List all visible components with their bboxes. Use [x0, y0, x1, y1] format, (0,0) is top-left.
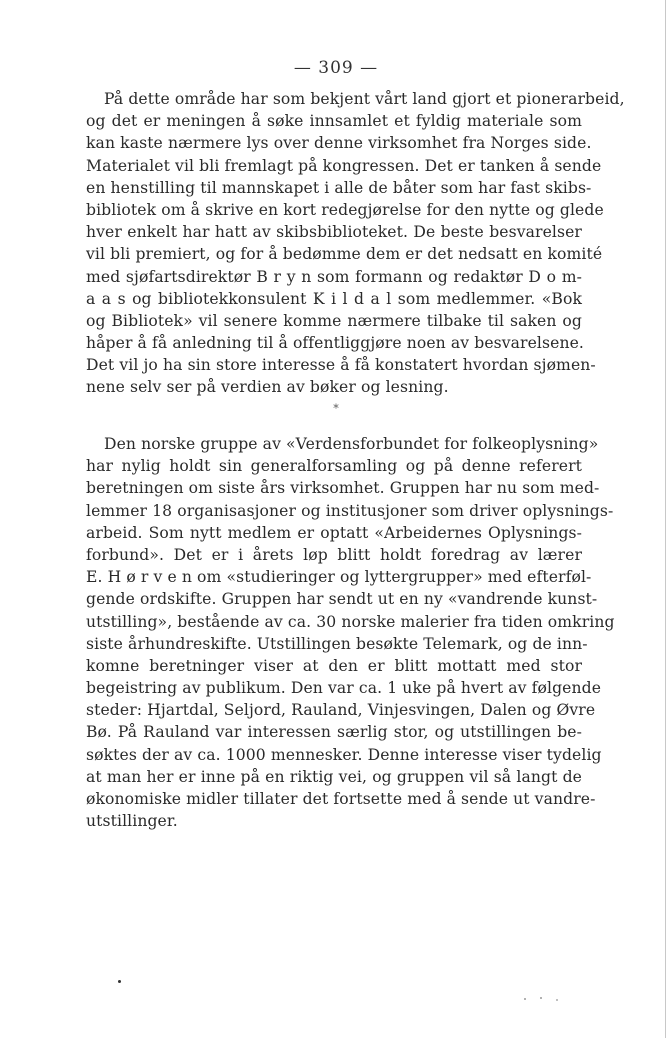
- text-line: hver enkelt har hatt av skibsbiblioteket. De beste besvarelser: [86, 223, 582, 242]
- text-line: beretningen om siste års virksomhet. Gruppen har nu som med-: [86, 479, 600, 498]
- text-line: kan kaste nærmere lys over denne virksomhet fra Norges side.: [86, 134, 592, 153]
- text-line: Den norske gruppe av «Verdensforbundet for folkeoplysning»: [104, 435, 599, 453]
- text-line: a a s og bibliotekkonsulent K i l d a l som medlemmer. «Bok: [86, 289, 582, 308]
- text-line: utstilling», bestående av ca. 30 norske malerier fra tiden omkring: [86, 612, 615, 631]
- paragraph-ship-libraries: [86, 88, 625, 399]
- text-line: Det vil jo ha sin store interesse å få konstatert hvordan sjømen-: [86, 356, 596, 375]
- text-line: lemmer 18 organisasjoner og institusjoner som driver oplysnings-: [86, 501, 614, 520]
- text-line: gende ordskifte. Gruppen har sendt ut en ny «vandrende kunst-: [86, 590, 598, 609]
- text-line: håper å få anledning til å offentliggjøre noen av besvarelsene.: [86, 334, 584, 353]
- text-line: E. H ø r v e n om «studieringer og lyttergrupper» med efterføl-: [86, 568, 592, 587]
- text-line: Bø. På Rauland var interessen særlig stor, og utstillingen be-: [86, 723, 582, 742]
- text-line: bibliotek om å skrive en kort redegjørelse for den nytte og glede: [86, 200, 604, 219]
- page-edge: [665, 0, 666, 1038]
- text-line: har nylig holdt sin generalforsamling og på denne referert: [86, 457, 582, 476]
- text-line: nene selv ser på verdien av bøker og lesning.: [86, 378, 449, 397]
- text-line: søktes der av ca. 1000 mennesker. Denne interesse viser tydelig: [86, 745, 602, 764]
- paragraph-adult-education: [86, 433, 615, 832]
- page-number: — 309 —: [293, 58, 379, 78]
- text-line: og det er meningen å søke innsamlet et fyldig materiale som: [86, 112, 582, 131]
- text-line: siste århundreskifte. Utstillingen besøkte Telemark, og de inn-: [86, 634, 588, 653]
- print-speck: [118, 980, 121, 983]
- text-line: vil bli premiert, og for å bedømme dem er det nedsatt en komité: [86, 245, 603, 264]
- text-line: og Bibliotek» vil senere komme nærmere tilbake til saken og: [86, 311, 582, 330]
- text-line: forbund». Det er i årets løp blitt holdt foredrag av lærer: [86, 545, 582, 564]
- print-speck: [556, 999, 558, 1001]
- section-separator: *: [333, 402, 339, 415]
- text-line: komne beretninger viser at den er blitt mottatt med stor: [86, 656, 582, 675]
- text-line: en henstilling til mannskapet i alle de båter som har fast skibs-: [86, 178, 592, 197]
- text-line: med sjøfartsdirektør B r y n som formann og redaktør D o m-: [86, 267, 582, 286]
- text-line: at man her er inne på en riktig vei, og gruppen vil så langt de: [86, 767, 582, 786]
- print-speck: [540, 997, 542, 999]
- text-line: utstillinger.: [86, 812, 178, 831]
- text-line: steder: Hjartdal, Seljord, Rauland, Vinjesvingen, Dalen og Øvre: [86, 701, 596, 720]
- text-line: begeistring av publikum. Den var ca. 1 uke på hvert av følgende: [86, 679, 602, 698]
- text-line: Materialet vil bli fremlagt på kongressen. Det er tanken å sende: [86, 156, 602, 175]
- text-line: økonomiske midler tillater det fortsette med å sende ut vandre-: [86, 790, 596, 808]
- print-speck: [524, 998, 526, 1000]
- text-line: På dette område har som bekjent vårt land gjort et pionerarbeid,: [104, 90, 625, 108]
- text-line: arbeid. Som nytt medlem er optatt «Arbeidernes Oplysnings-: [86, 523, 582, 542]
